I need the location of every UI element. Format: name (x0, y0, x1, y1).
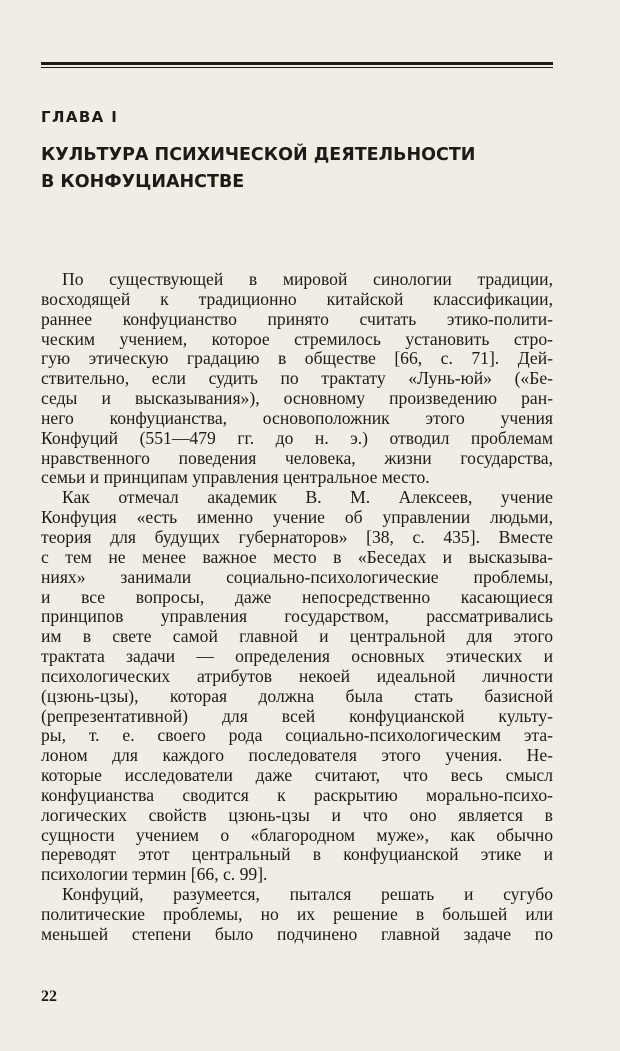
text-line: гую этическую градацию в обществе [66, с. 71]. Дей- (41, 348, 553, 369)
text-line: ческим учением, которое стремилось установить стро- (41, 328, 553, 349)
text-line: нравственного поведения человека, жизни государства, (41, 447, 553, 468)
text-line: восходящей к традиционно китайской классификации, (41, 288, 553, 309)
text-line: раннее конфуцианство принято считать этико-полити- (41, 308, 553, 329)
text-line: Как отмечал академик В. М. Алексеев, учение (62, 487, 553, 508)
text-line: которые исследователи даже считают, что весь смысл (41, 765, 553, 786)
header-rule-thin (41, 67, 553, 68)
header-rule-thick (41, 62, 553, 65)
text-line: (цзюнь-цзы), которая должна была стать базисной (41, 685, 553, 706)
text-line: политические проблемы, но их решение в большей или (41, 904, 553, 924)
text-line: конфуцианства сводится к раскрытию морально-психо- (41, 784, 553, 805)
chapter-label: ГЛАВА I (41, 108, 119, 126)
text-line: с тем не менее важное место в «Беседах и высказыва- (41, 546, 553, 567)
text-line: трактата задачи — определения основных этических и (41, 646, 553, 667)
text-line: логических свойств цзюнь-цзы и что оно является в (41, 804, 553, 825)
text-line: Конфуций (551—479 гг. до н. э.) отводил проблемам (41, 427, 553, 448)
text-line: теория для будущих губернаторов» [38, с. 435]. Вместе (41, 526, 553, 547)
text-line: меньшей степени было подчинено главной задаче по (41, 923, 553, 944)
text-line: По существующей в мировой синологии традиции, (62, 269, 553, 289)
text-line: сущности учением о «благородном муже», как обычно (41, 824, 553, 845)
text-line: (репрезентативной) для всей конфуцианской культу- (41, 705, 553, 726)
text-line: ствительно, если судить по трактату «Лунь-юй» («Бе- (41, 368, 553, 389)
text-line: Конфуция «есть именно учение об управлении людьми, (41, 507, 553, 528)
text-line: психологии термин [66, с. 99]. (41, 864, 268, 885)
text-line: ры, т. е. своего рода социально-психологическим эта- (41, 725, 553, 746)
chapter-title-line: В КОНФУЦИАНСТВЕ (41, 172, 245, 192)
text-line: него конфуцианства, основоположник этого учения (41, 407, 553, 428)
chapter-title (41, 142, 561, 196)
text-line: психологических атрибутов некоей идеальной личности (41, 665, 553, 686)
text-line: семьи и принципам управления центральное место. (41, 467, 430, 488)
text-line: седы и высказывания»), основному произведению ран- (41, 388, 553, 409)
text-line: и все вопросы, даже непосредственно касающиеся (41, 586, 553, 607)
text-line: ниях» занимали социально-психологические проблемы, (41, 566, 553, 587)
text-line: лоном для каждого последователя этого учения. Не- (41, 745, 553, 766)
chapter-title-line: КУЛЬТУРА ПСИХИЧЕСКОЙ ДЕЯТЕЛЬНОСТИ (41, 145, 476, 165)
page-number: 22 (41, 988, 57, 1005)
body-text (41, 270, 553, 945)
text-line: Конфуций, разумеется, пытался решать и сугубо (62, 884, 553, 905)
text-line: им в свете самой главной и центральной для этого (41, 626, 553, 647)
text-line: принципов управления государством, рассматривались (41, 606, 553, 627)
text-line: переводят этот центральный в конфуцианской этике и (41, 844, 553, 865)
